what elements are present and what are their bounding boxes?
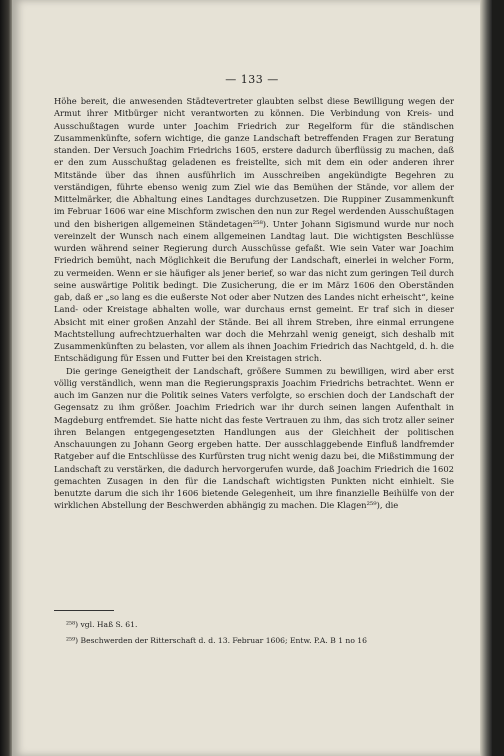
- paragraph-2: Die geringe Geneigtheit der Landschaft, größere Summen zu bewilligen, wird aber erst völlig verständlich, wenn man die Regierungspraxis Joachim Friedrichs betrachtet. Wenn er auch im Ganzen nur die Politik seines Vaters verfolgte, so erschien doch der Landschaft der Gegensatz zu ihm größer. Joachim Friedrich war ihr durch seinen langen Aufenthalt in Magdeburg entfremdet. Sie hatte nicht das feste Vertrauen zu ihm, das sich trotz aller seiner ihren Belangen entgegengesetzten Handlungen aus der Gleichheit der politischen Anschauungen zu Johann Georg ergeben hatte. Der ausschlaggebende Einfluß landfremder Ratgeber auf die Entschlüsse des Kurfürsten trug nicht wenig dazu bei, die Mißstimmung der Landschaft zu verstärken, die dadurch hervorgerufen wurde, daß Joachim Friedrich die 1602 gemachten Zusagen in den für die Landschaft wichtigsten Punkten nicht einhielt. Sie benutzte darum die sich ihr 1606 bietende Gelegenheit, um ihre finanzielle Beihülfe von der wirklichen Abstellung der Beschwerden abhängig zu machen. Die Klagen²⁵⁹), die: [54, 365, 454, 511]
- footnote-separator: [54, 610, 114, 611]
- footnotes: [66, 617, 456, 649]
- page-right-edge: [480, 0, 492, 756]
- footnote-259: ²⁵⁹) Beschwerden der Ritterschaft d. d. 13. Februar 1606; Entw. P.A. B 1 no 16: [66, 636, 367, 645]
- book-page: [12, 0, 492, 756]
- body-text: [54, 95, 454, 512]
- page-number: — 133 —: [225, 73, 279, 86]
- paragraph-1: Höhe bereit, die anwesenden Städtevertreter glaubten selbst diese Bewilligung wegen der Armut ihrer Mitbürger nicht verantworten zu können. Die Verbindung von Kreis- und Ausschußtagen wurde unter Joachim Friedrich zur Regelform für die ständischen Zusammenkünfte, sofern wichtige, die ganze Landschaft betreffenden Fragen zur Beratung standen. Der Versuch Joachim Friedrichs 1605, erstere dadurch überflüssig zu machen, daß er den zum Ausschußtag geladenen es freistellte, sich mit dem ein oder anderen ihrer Mitstände über das ihnen ausführlich im Ausschreiben angekündigte Begehren zu verständigen, führte ebenso wenig zum Ziel wie das Bemühen der Stände, vor allem der Mittelmärker, die Abhaltung eines Landtages durchzusetzen. Die Ruppiner Zusammenkunft im Februar 1606 war eine Mischform zwischen den nun zur Regel werdenden Ausschußtagen und den bisherigen allgemeinen Ständetagen²⁵⁸). Unter Johann Sigismund wurde nur noch vereinzelt der Wunsch nach einem allgemeinen Landtag laut. Die wichtigsten Beschlüsse wurden während seiner Regierung durch Ausschüsse gefaßt. Wie sein Vater war Joachim Friedrich bemüht, nach Möglichkeit die Berufung der Landschaft, einerlei in welcher Form, zu vermeiden. Wenn er sie häufiger als jener berief, so war das nicht zum geringen Teil durch seine auswärtige Politik bedingt. Die Zusicherung, die er im März 1606 den Oberständen gab, daß er „so lang es die eußerste Not oder aber Nutzen des Landes nicht erheischt“, keine Land- oder Kreistage abhalten wolle, war durchaus ernst gemeint. Er traf sich in dieser Absicht mit einer großen Anzahl der Stände. Bei all ihrem Streben, ihre einmal errungene Machtstellung aufrechtzuerhalten war doch die Mehrzahl wenig geneigt, sich deshalb mit Zusammenkünften zu belasten, vor allem als ihnen Joachim Friedrich das Nachtgeld, d. h. die Entschädigung für Essen und Futter bei den Kreistagen strich.: [54, 96, 454, 364]
- book-spine-shadow: [0, 0, 12, 756]
- footnote-258: ²⁵⁸) vgl. Haß S. 61.: [66, 620, 138, 629]
